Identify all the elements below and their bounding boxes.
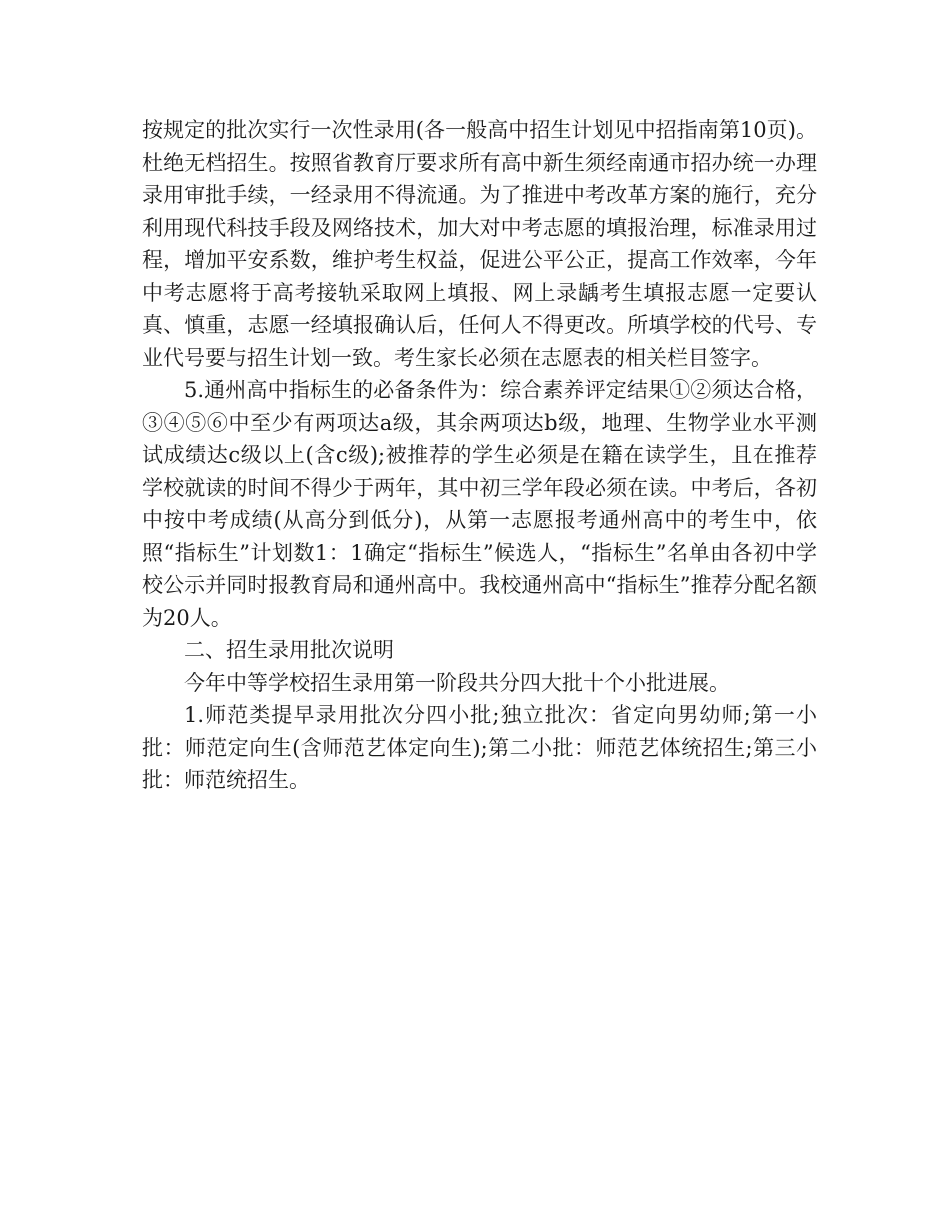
- paragraph-normal-school-batches: 1.师范类提早录用批次分四小批;独立批次：省定向男幼师;第一小批：师范定向生(含师范艺体定向生);第二小批：师范艺体统招生;第三小批：师范统招生。: [142, 703, 817, 792]
- paragraph-quota-students: 5.通州高中指标生的必备条件为：综合素养评定结果①②须达合格，③④⑤⑥中至少有两项达a级，其余两项达b级，地理、生物学业水平测试成绩达c级以上(含c级);被推荐的学生必须是在籍在读学生，且在推荐学校就读的时间不得少于两年，其中初三学年段必须在读。中考后，各初中按中考成绩(从高分到低分)，从第一志愿报考通州高中的考生中，依照“指标生”计划数1：1确定“指标生”候选人，“指标生”名单由各初中学校公示并同时报教育局和通州高中。我校通州高中“指标生”推荐分配名额为20人。: [142, 378, 817, 630]
- section-heading-admission-batches: 二、招生录用批次说明: [184, 638, 394, 662]
- document-body: [142, 114, 817, 797]
- paragraph-admission-rules: 按规定的批次实行一次性录用(各一般高中招生计划见中招指南第10页)。杜绝无档招生。按照省教育厅要求所有高中新生须经南通市招办统一办理录用审批手续，一经录用不得流通。为了推进中考改革方案的施行，充分利用现代科技手段及网络技术，加大对中考志愿的填报治理，标准录用过程，增加平安系数，维护考生权益，促进公平公正，提高工作效率，今年中考志愿将于高考接轨采取网上填报、网上录龋考生填报志愿一定要认真、慎重，志愿一经填报确认后，任何人不得更改。所填学校的代号、专业代号要与招生计划一致。考生家长必须在志愿表的相关栏目签字。: [142, 118, 817, 370]
- paragraph-batch-overview: 今年中等学校招生录用第一阶段共分四大批十个小批进展。: [184, 670, 730, 695]
